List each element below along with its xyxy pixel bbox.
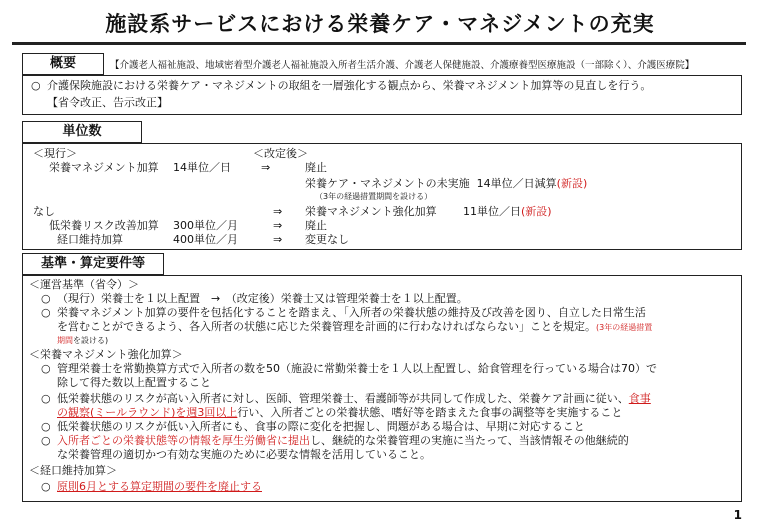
criteria-text: を設ける)	[73, 336, 109, 345]
row2-revised	[305, 177, 587, 191]
page-title: 施設系サービスにおける栄養ケア・マネジメントの充実	[105, 12, 655, 36]
criteria-item-6-cont: な栄養管理の適切かつ有効な実施のために必要な情報を活用していること。	[57, 448, 431, 461]
criteria-item-2-note	[57, 334, 108, 348]
transition-note: 期間	[57, 336, 73, 345]
criteria-text: し、継続的な栄養管理の実施に当たって、当該情報その他継続的	[310, 434, 629, 447]
row3-value	[463, 205, 552, 219]
bullet: ○	[41, 392, 51, 405]
criteria-highlight: の観察(ミールラウンド)を週3回以上	[57, 406, 238, 419]
bullet: ○	[41, 292, 51, 305]
criteria-heading-3: ＜経口維持加算＞	[29, 464, 117, 477]
criteria-text: 栄養マネジメント加算の要件を包括化することを踏まえ、「入所者の栄養状態の維持及び改善を図り、自立した日常生活	[57, 306, 646, 319]
row1-name: 栄養マネジメント加算	[49, 161, 159, 174]
bullet: ○	[31, 79, 41, 92]
row2-value: 14単位／日減算	[476, 177, 557, 190]
criteria-heading-2: ＜栄養マネジメント強化加算＞	[29, 348, 183, 361]
criteria-highlight: 入所者ごとの栄養状態等の情報を厚生労働省に提出	[57, 434, 310, 447]
row5-value: 400単位／月	[173, 233, 238, 246]
arrow-icon: ⇒	[273, 205, 283, 218]
criteria-heading-1: ＜運営基準（省令）＞	[29, 278, 139, 291]
overview-line-2: 【省令改正、告示改正】	[47, 96, 168, 109]
row3-value-text: 11単位／日	[463, 205, 521, 218]
criteria-item-7	[41, 480, 262, 494]
bullet: ○	[41, 434, 51, 447]
criteria-text: 低栄養状態のリスクが低い入所者にも、食事の際に変化を把握し、問題がある場合は、早期に対応すること	[57, 420, 585, 433]
row2-revised-text: 栄養ケア・マネジメントの未実施	[305, 177, 470, 190]
criteria-item-2	[41, 306, 646, 320]
criteria-text: （現行）栄養士を１以上配置 → （改定後）栄養士又は管理栄養士を１以上配置。	[57, 292, 468, 305]
overview-box	[22, 75, 742, 115]
criteria-item-3-cont: 除して得た数以上配置すること	[57, 376, 211, 389]
bullet: ○	[41, 362, 51, 375]
row4-name: 低栄養リスク改善加算	[49, 219, 159, 232]
row1-value: 14単位／日	[173, 161, 231, 174]
criteria-item-1	[41, 292, 468, 306]
criteria-box	[22, 275, 742, 502]
revised-header: ＜改定後＞	[253, 147, 308, 160]
bullet: ○	[41, 306, 51, 319]
criteria-highlight: 食事	[628, 392, 651, 405]
new-tag: (新設)	[556, 177, 588, 190]
title-rule	[12, 42, 746, 45]
page-number: 1	[733, 508, 742, 522]
overview-label: 概要	[22, 53, 104, 75]
row1-revised: 廃止	[305, 161, 327, 174]
units-box	[22, 143, 742, 250]
units-label: 単位数	[22, 121, 142, 143]
criteria-text: 管理栄養士を常勤換算方式で入所者の数を50（施設に常勤栄養士を１人以上配置し、給食管理を行っている場合は70）で	[57, 362, 657, 375]
row2-note: （3年の経過措置期間を設ける）	[315, 192, 433, 201]
criteria-item-6	[41, 434, 629, 448]
criteria-item-3	[41, 362, 657, 376]
row3-revised: 栄養マネジメント強化加算	[305, 205, 437, 218]
arrow-icon: ⇒	[273, 219, 283, 232]
row4-revised: 廃止	[305, 219, 327, 232]
row3-name: なし	[33, 205, 55, 218]
transition-note: (3年の経過措置	[596, 323, 653, 332]
row4-value: 300単位／月	[173, 219, 238, 232]
facility-list: 【介護老人福祉施設、地域密着型介護老人福祉施設入所者生活介護、介護老人保健施設、介護療養型医療施設（一部除く）、介護医療院】	[110, 60, 695, 71]
criteria-item-4-cont	[57, 406, 622, 420]
criteria-item-2-cont	[57, 320, 652, 335]
arrow-icon: ⇒	[261, 161, 271, 174]
criteria-item-4	[41, 392, 651, 406]
row5-revised: 変更なし	[305, 233, 349, 246]
overview-text: 介護保険施設における栄養ケア・マネジメントの取組を一層強化する観点から、栄養マネジメント加算等の見直しを行う。	[47, 79, 652, 92]
criteria-label: 基準・算定要件等	[22, 253, 164, 275]
arrow-icon: ⇒	[273, 233, 283, 246]
overview-line-1	[31, 79, 651, 93]
criteria-item-5	[41, 420, 585, 434]
new-tag: (新設)	[521, 205, 552, 218]
criteria-highlight: 原則6月とする算定期間の要件を廃止する	[57, 480, 262, 493]
criteria-text: 行い、入所者ごとの栄養状態、嗜好等を踏まえた食事の調整等を実施すること	[237, 406, 623, 419]
criteria-text: を営むことができるよう、各入所者の状態に応じた栄養管理を計画的に行わなければならない」ことを規定。	[57, 320, 596, 333]
criteria-text: 低栄養状態のリスクが高い入所者に対し、医師、管理栄養士、看護師等が共同して作成した、栄養ケア計画に従い、	[57, 392, 629, 405]
bullet: ○	[41, 420, 51, 433]
bullet: ○	[41, 480, 51, 493]
row5-name: 経口維持加算	[57, 233, 123, 246]
current-header: ＜現行＞	[33, 147, 77, 160]
